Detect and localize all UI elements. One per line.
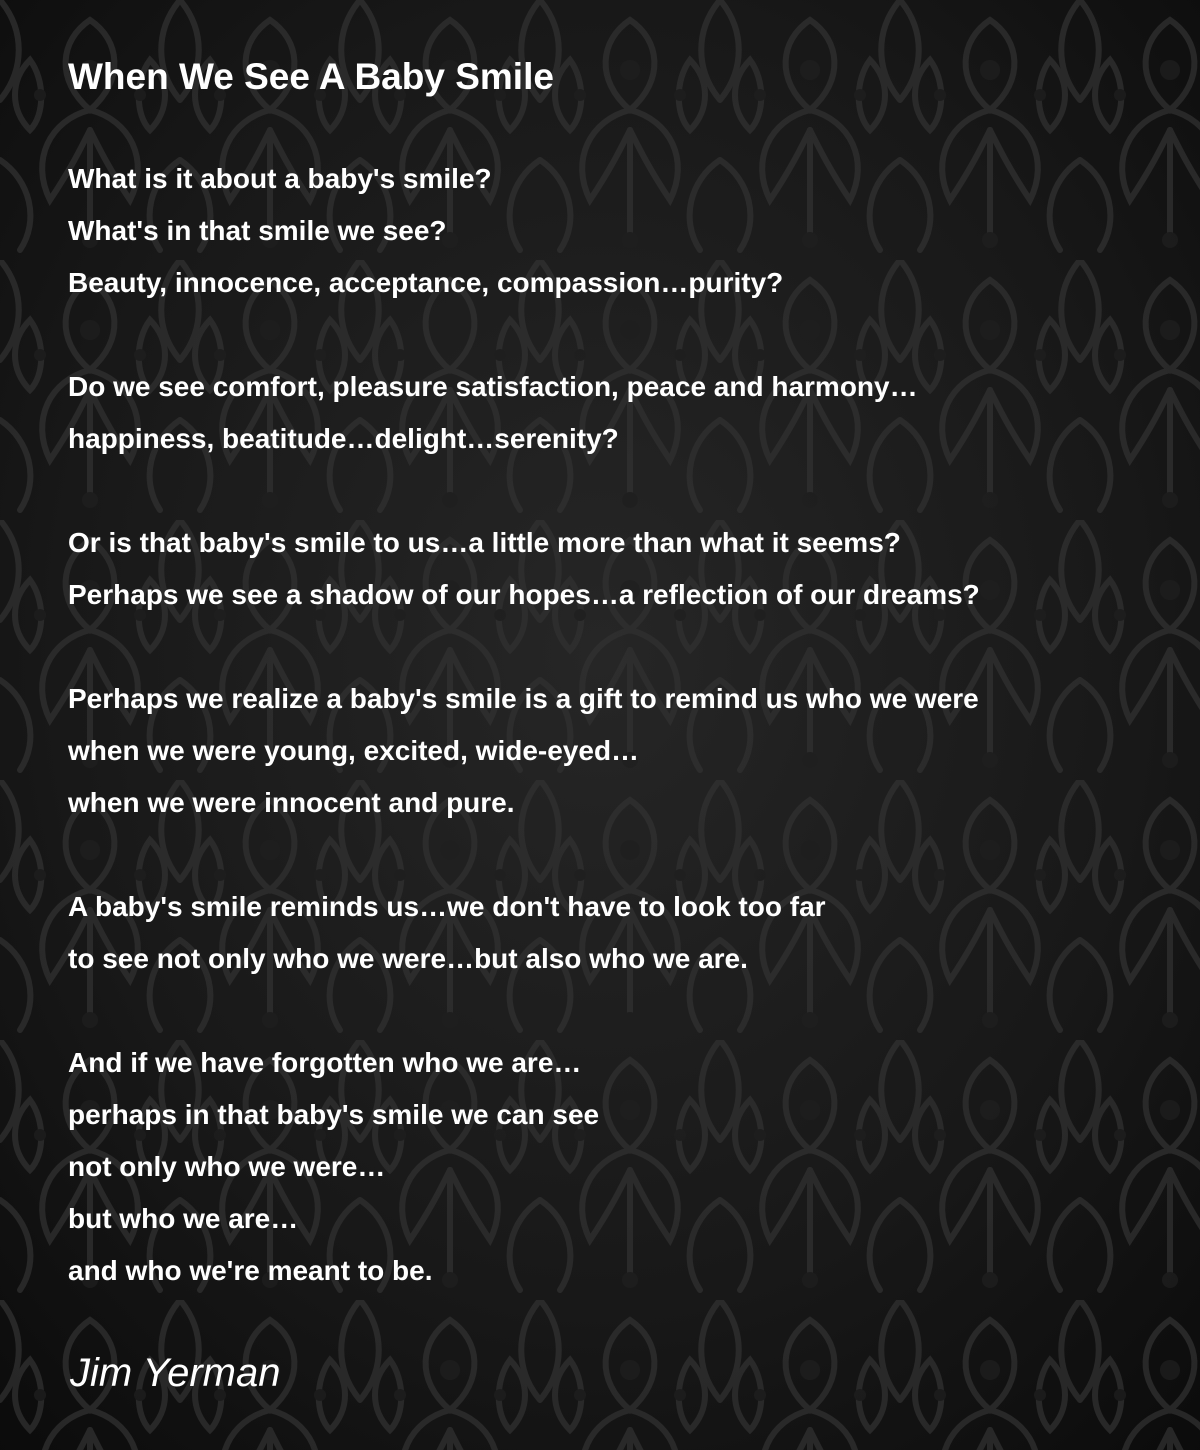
poem-stanza [68, 881, 1178, 985]
poem-line: to see not only who we were…but also who we are. [68, 943, 748, 974]
poem-line: and who we're meant to be. [68, 1255, 433, 1286]
poem-line: not only who we were… [68, 1151, 386, 1182]
poem-title: When We See A Baby Smile [68, 56, 554, 97]
poem-stanza [68, 361, 1178, 465]
poem-line: Do we see comfort, pleasure satisfaction, peace and harmony… [68, 371, 918, 402]
poem-line: A baby's smile reminds us…we don't have to look too far [68, 891, 826, 922]
poem-line: Or is that baby's smile to us…a little more than what it seems? [68, 527, 901, 558]
poem-line: Perhaps we realize a baby's smile is a gift to remind us who we were [68, 683, 979, 714]
poem-line: Perhaps we see a shadow of our hopes…a reflection of our dreams? [68, 579, 980, 610]
poem-stanza [68, 673, 1178, 829]
poem-line: perhaps in that baby's smile we can see [68, 1099, 600, 1130]
poem-line: And if we have forgotten who we are… [68, 1047, 582, 1078]
poem-stanza [68, 1037, 1178, 1297]
poem-stanza [68, 517, 1178, 621]
poem-author: Jim Yerman [70, 1351, 281, 1395]
poem-line: Beauty, innocence, acceptance, compassion…purity? [68, 267, 784, 298]
poem-line: What's in that smile we see? [68, 215, 447, 246]
poem-line: when we were innocent and pure. [68, 787, 515, 818]
poem-line: What is it about a baby's smile? [68, 163, 492, 194]
poem-body [68, 153, 1178, 1349]
poem-line: happiness, beatitude…delight…serenity? [68, 423, 619, 454]
poem-line: when we were young, excited, wide-eyed… [68, 735, 640, 766]
poem-line: but who we are… [68, 1203, 299, 1234]
poem-stanza [68, 153, 1178, 309]
